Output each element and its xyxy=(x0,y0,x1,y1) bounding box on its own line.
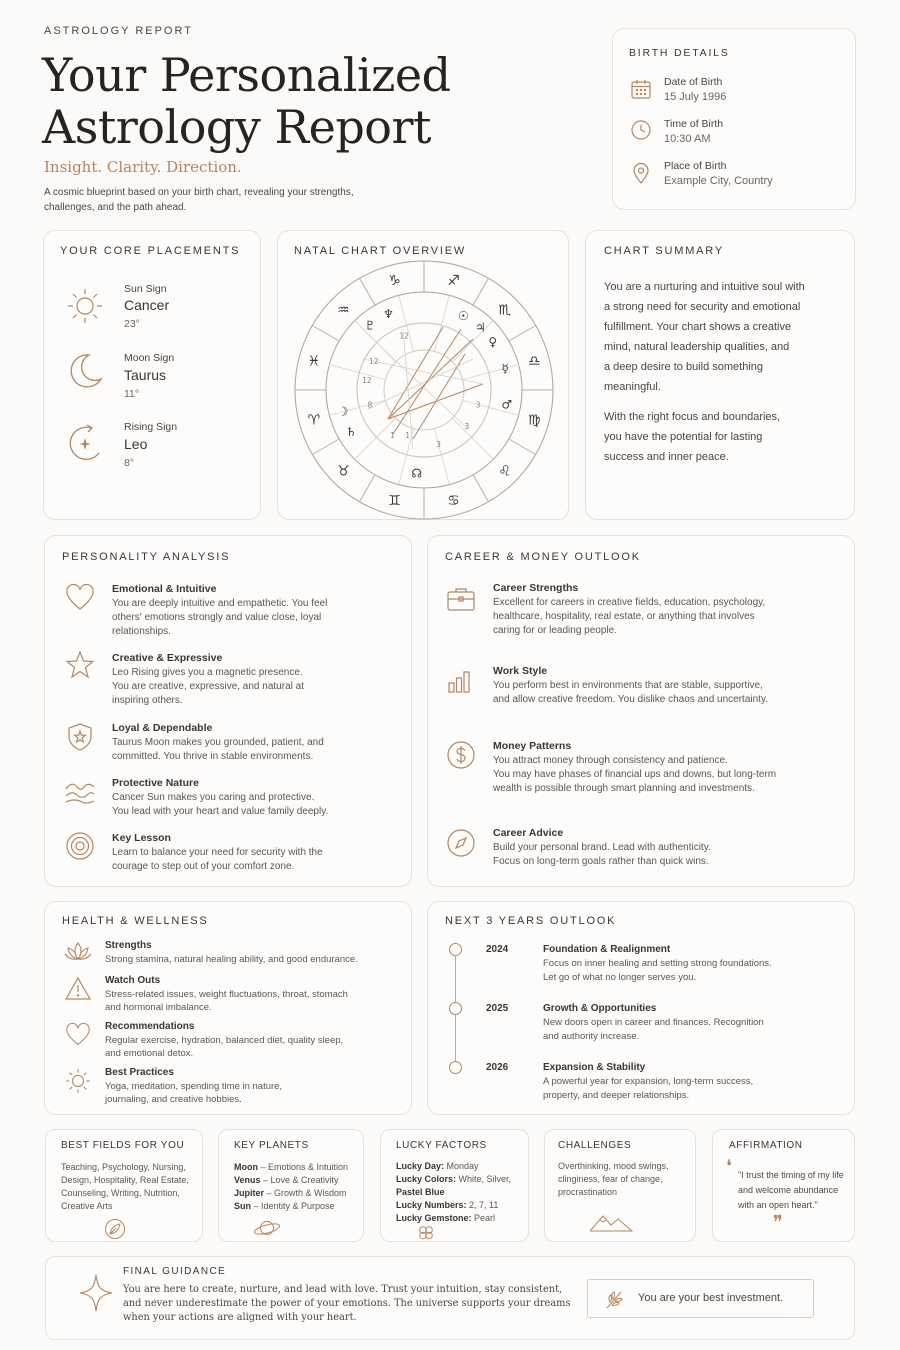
health-card xyxy=(44,901,412,1115)
personality-item-line: committed. You thrive in stable environments. xyxy=(112,751,314,762)
birth-date-label: Date of Birth xyxy=(664,76,723,88)
outlook-item-line: and authority increase. xyxy=(543,1031,640,1042)
page-title-line2: Astrology Report xyxy=(42,100,431,154)
lucky-label: Lucky Numbers: xyxy=(396,1200,467,1210)
sun-sign-degree: 23° xyxy=(124,318,140,330)
challenges-line: procrastination xyxy=(558,1187,618,1197)
heart-icon xyxy=(64,1023,92,1047)
core-placements-card xyxy=(43,230,261,520)
house-divider xyxy=(452,321,493,362)
planet-icon xyxy=(253,1217,281,1239)
final-guidance-text xyxy=(123,1283,570,1325)
personality-item xyxy=(112,722,402,764)
challenges-line: clinginess, fear of change, xyxy=(558,1174,663,1184)
outlook-item-title: Expansion & Stability xyxy=(543,1062,646,1073)
career-item-line: You perform best in environments that are stable, supportive, xyxy=(493,680,763,691)
planet-glyph: ♀ xyxy=(488,334,498,349)
final-guidance-title: FINAL GUIDANCE xyxy=(123,1266,227,1277)
chart-summary-title: CHART SUMMARY xyxy=(604,245,724,257)
summary-line: fulfillment. Your chart shows a creative xyxy=(604,321,792,333)
key-planet-row xyxy=(234,1161,348,1174)
personality-item-title: Protective Nature xyxy=(112,777,199,789)
natal-chart-title: NATAL CHART OVERVIEW xyxy=(294,245,467,257)
health-item-line: Strong stamina, natural healing ability, and good endurance. xyxy=(105,954,358,965)
zodiac-divider xyxy=(509,326,536,342)
planet-name: Venus xyxy=(234,1175,261,1185)
zodiac-glyph: ♐ xyxy=(447,272,460,289)
birth-time-label: Time of Birth xyxy=(664,118,724,130)
zodiac-divider xyxy=(360,475,376,502)
zodiac-divider xyxy=(312,326,339,342)
briefcase-icon xyxy=(446,586,476,612)
personality-item-line: Taurus Moon makes you grounded, patient, and xyxy=(112,737,324,748)
target-icon xyxy=(65,831,95,861)
personality-item xyxy=(112,583,402,639)
best-fields-line: Counseling, Writing, Nutrition, xyxy=(61,1188,180,1198)
birth-details-title: BIRTH DETAILS xyxy=(629,47,730,59)
rising-icon xyxy=(65,423,105,463)
lucky-label: Lucky Day: xyxy=(396,1161,445,1171)
zodiac-glyph: ♈ xyxy=(307,412,321,429)
affirmation-line: and welcome abundance xyxy=(738,1185,839,1195)
calendar-icon xyxy=(630,78,652,100)
health-item-line: Regular exercise, hydration, balanced diet, quality sleep, xyxy=(105,1035,344,1046)
moon-sign-label: Moon Sign xyxy=(124,352,175,364)
rising-sign-label: Rising Sign xyxy=(124,421,178,433)
house-divider xyxy=(434,429,449,485)
personality-item-line: You are creative, expressive, and natural at xyxy=(112,681,304,692)
planet-desc: – Love & Creativity xyxy=(260,1175,339,1185)
health-item-title: Strengths xyxy=(105,940,152,951)
planet-name: Jupiter xyxy=(234,1188,265,1198)
zodiac-divider xyxy=(360,278,376,305)
outlook-card xyxy=(427,901,855,1115)
lotus-icon xyxy=(64,940,92,962)
planet-glyph: ♄ xyxy=(345,425,357,439)
dollar-icon xyxy=(446,740,476,770)
clock-icon xyxy=(630,119,652,141)
personality-item xyxy=(112,777,402,819)
bar-chart-icon xyxy=(447,668,475,694)
health-item xyxy=(105,940,405,966)
personality-item-line: Leo Rising gives you a magnetic presence. xyxy=(112,667,303,678)
outlook-item-line: A powerful year for expansion, long-term success, xyxy=(543,1076,754,1087)
final-guidance-line: You are here to create, nurture, and lead with love. Trust your intuition, stay consistent, xyxy=(123,1284,563,1295)
house-divider xyxy=(463,365,519,380)
planet-name: Moon xyxy=(234,1162,258,1172)
career-item xyxy=(493,665,843,707)
key-planets-list xyxy=(234,1161,348,1213)
birth-place-label: Place of Birth xyxy=(664,160,727,172)
lucky-value: White, Silver, xyxy=(456,1174,512,1184)
house-divider xyxy=(434,295,449,351)
challenges-title: CHALLENGES xyxy=(558,1140,632,1151)
challenges-list xyxy=(558,1160,669,1199)
planet-glyph: ☽ xyxy=(337,404,349,419)
zodiac-glyph: ♑ xyxy=(388,272,401,289)
health-item-line: and hormonal imbalance. xyxy=(105,1002,212,1013)
description-line1: A cosmic blueprint based on your birth chart, revealing your strengths, xyxy=(44,187,354,198)
sun-icon xyxy=(65,286,105,326)
key-planets-card xyxy=(218,1129,364,1242)
outlook-item-line: Focus on inner healing and setting strong foundations. xyxy=(543,958,772,969)
planet-glyph: ☊ xyxy=(411,466,423,481)
birth-place-value: Example City, Country xyxy=(664,175,773,187)
best-fields-card xyxy=(45,1129,203,1242)
natal-chart-wheel xyxy=(293,259,555,521)
personality-item-line: Learn to balance your need for security with the xyxy=(112,847,323,858)
personality-item-line: others' emotions strongly and value close, loyal xyxy=(112,612,322,623)
outlook-item-line: property, and deeper relationships. xyxy=(543,1090,690,1101)
key-planets-title: KEY PLANETS xyxy=(234,1140,309,1151)
warning-icon xyxy=(64,976,92,1002)
best-fields-title: BEST FIELDS FOR YOU xyxy=(61,1140,185,1151)
chart-summary-card xyxy=(585,230,855,520)
career-item-title: Money Patterns xyxy=(493,740,572,752)
moon-sign-value: Taurus xyxy=(124,367,167,383)
health-item-line: and emotional detox. xyxy=(105,1048,194,1059)
outlook-item-title: Growth & Opportunities xyxy=(543,1003,657,1014)
outlook-item-line: Let go of what no longer serves you. xyxy=(543,972,697,983)
location-pin-icon xyxy=(630,161,652,185)
house-divider xyxy=(329,365,385,380)
natal-chart-card xyxy=(277,230,569,520)
personality-card xyxy=(44,535,412,887)
timeline-dot xyxy=(449,1002,462,1015)
core-placements-title: YOUR CORE PLACEMENTS xyxy=(60,245,241,257)
zodiac-divider xyxy=(473,278,489,305)
affirmation-line: "I trust the timing of my life xyxy=(738,1170,844,1180)
house-number: 1 xyxy=(390,431,395,441)
planet-desc: – Growth & Wisdom xyxy=(264,1188,347,1198)
key-planet-row xyxy=(234,1200,348,1213)
summary-line: success and inner peace. xyxy=(604,451,729,463)
chart-summary-para2 xyxy=(604,407,780,467)
health-item xyxy=(105,1067,405,1106)
lucky-label: Lucky Colors: xyxy=(396,1174,457,1184)
lucky-label: Pastel Blue xyxy=(396,1187,445,1197)
summary-line: you have the potential for lasting xyxy=(604,431,763,443)
zodiac-glyph: ♉ xyxy=(337,463,350,480)
house-divider xyxy=(399,295,414,351)
summary-line: a strong need for security and emotional xyxy=(604,301,801,313)
personality-item-line: You are deeply intuitive and empathetic. You feel xyxy=(112,598,328,609)
summary-line: a deep desire to build something xyxy=(604,361,763,373)
zodiac-glyph: ♒ xyxy=(337,302,350,319)
career-item-line: You attract money through consistency and patience. xyxy=(493,755,728,766)
best-fields-list xyxy=(61,1161,189,1213)
final-guidance-card xyxy=(45,1256,855,1340)
timeline-dot xyxy=(449,1061,462,1074)
outlook-item xyxy=(543,1003,843,1044)
zodiac-glyph: ♓ xyxy=(307,353,321,370)
zodiac-glyph: ♋ xyxy=(447,493,460,510)
personality-item-line: relationships. xyxy=(112,626,171,637)
outlook-year: 2025 xyxy=(486,1003,509,1014)
chart-summary-para1 xyxy=(604,277,805,397)
health-item-title: Best Practices xyxy=(105,1067,174,1078)
clover-icon xyxy=(417,1225,435,1241)
career-title: CAREER & MONEY OUTLOOK xyxy=(445,551,641,563)
personality-item xyxy=(112,652,402,708)
outlook-item xyxy=(543,1062,843,1103)
summary-line: mind, natural leadership qualities, and xyxy=(604,341,790,353)
outlook-title: NEXT 3 YEARS OUTLOOK xyxy=(445,915,617,927)
career-item-line: Build your personal brand. Lead with authenticity. xyxy=(493,842,711,853)
lucky-value: 2, 7, 11 xyxy=(466,1200,499,1210)
health-item-title: Recommendations xyxy=(105,1021,195,1032)
career-item xyxy=(493,740,843,796)
health-item-line: journaling, and creative hobbies. xyxy=(105,1094,242,1105)
key-planet-row xyxy=(234,1174,348,1187)
planet-desc: – Emotions & Intuition xyxy=(258,1162,349,1172)
house-number: 12 xyxy=(368,357,379,366)
summary-line: meaningful. xyxy=(604,381,661,393)
personality-item-title: Key Lesson xyxy=(112,832,171,844)
summary-line: You are a nurturing and intuitive soul with xyxy=(604,281,805,293)
house-number: 12 xyxy=(399,331,409,341)
affirmation-text xyxy=(738,1168,844,1213)
career-item-title: Work Style xyxy=(493,665,548,677)
health-item-title: Watch Outs xyxy=(105,975,161,986)
leaf-badge-icon xyxy=(104,1218,126,1240)
moon-icon xyxy=(65,351,105,391)
planet-glyph: ☿ xyxy=(501,361,509,376)
planet-glyph: ♂ xyxy=(501,397,513,412)
planet-glyph: ♇ xyxy=(364,318,376,333)
final-guidance-line: when your actions are aligned with your heart. xyxy=(123,1312,357,1323)
page-title-line1: Your Personalized xyxy=(42,48,451,102)
personality-item-line: inspiring others. xyxy=(112,695,183,706)
sun-sign-label: Sun Sign xyxy=(124,283,167,295)
eyebrow: ASTROLOGY REPORT xyxy=(44,25,193,37)
planet-glyph: ♃ xyxy=(474,320,486,335)
personality-item-title: Creative & Expressive xyxy=(112,652,223,664)
personality-item-title: Loyal & Dependable xyxy=(112,722,213,734)
wave-icon xyxy=(64,779,96,805)
career-item-line: wealth is possible through smart planning and investments. xyxy=(493,783,755,794)
personality-item-line: Cancer Sun makes you caring and protective. xyxy=(112,792,315,803)
personality-title: PERSONALITY ANALYSIS xyxy=(62,551,231,563)
lucky-row xyxy=(396,1212,511,1225)
zodiac-glyph: ♊ xyxy=(388,493,401,510)
health-item xyxy=(105,1021,405,1060)
zodiac-glyph: ♏ xyxy=(498,302,511,319)
house-divider xyxy=(452,418,493,459)
tagline: Insight. Clarity. Direction. xyxy=(44,158,242,176)
affirmation-line: with an open heart." xyxy=(738,1200,818,1210)
birth-details-card xyxy=(612,28,856,210)
moon-sign-degree: 11° xyxy=(124,388,140,400)
zodiac-divider xyxy=(509,439,536,455)
shield-icon xyxy=(66,722,94,752)
zodiac-glyph: ♌ xyxy=(498,463,511,480)
house-number: 12 xyxy=(362,375,372,385)
house-number: 3 xyxy=(464,421,470,431)
challenges-card xyxy=(544,1129,696,1242)
star-icon xyxy=(65,650,95,680)
zodiac-glyph: ♎ xyxy=(527,353,541,370)
sun-sign-value: Cancer xyxy=(124,297,170,313)
lucky-factors-list xyxy=(396,1160,511,1225)
birth-date-value: 15 July 1996 xyxy=(664,91,727,103)
final-guidance-line: and never underestimate the power of your emotions. The universe supports your dreams xyxy=(123,1298,571,1309)
planet-glyph: ♆ xyxy=(383,306,394,321)
health-item xyxy=(105,975,405,1014)
birth-time-value: 10:30 AM xyxy=(664,133,711,145)
personality-item xyxy=(112,832,402,874)
house-number: 1 xyxy=(405,431,410,441)
career-item-line: healthcare, hospitality, real estate, or anything that involves xyxy=(493,611,755,622)
key-planet-row xyxy=(234,1187,348,1200)
timeline-dot xyxy=(449,943,462,956)
personality-item-line: courage to step out of your comfort zone. xyxy=(112,861,295,872)
career-item-line: and allow creative freedom. You dislike chaos and uncertainty. xyxy=(493,694,768,705)
lucky-value: Monday xyxy=(444,1161,479,1171)
outlook-item-title: Foundation & Realignment xyxy=(543,944,671,955)
outlook-year: 2026 xyxy=(486,1062,509,1073)
lucky-value: Pearl xyxy=(471,1213,496,1223)
open-quote-icon: ❛ xyxy=(726,1156,732,1177)
house-number: 8 xyxy=(367,400,373,410)
career-item xyxy=(493,582,843,638)
rising-sign-value: Leo xyxy=(124,436,148,452)
best-fields-line: Design, Hospitality, Real Estate, xyxy=(61,1175,189,1185)
best-fields-line: Teaching, Psychology, Nursing, xyxy=(61,1162,186,1172)
lucky-factors-card xyxy=(380,1129,529,1242)
summary-line: With the right focus and boundaries, xyxy=(604,411,781,423)
planet-desc: – Identity & Purpose xyxy=(251,1201,335,1211)
personality-item-title: Emotional & Intuitive xyxy=(112,583,217,595)
career-item-line: Excellent for careers in creative fields, education, psychology, xyxy=(493,597,766,608)
career-item-title: Career Strengths xyxy=(493,582,579,594)
zodiac-divider xyxy=(473,475,489,502)
compass-icon xyxy=(446,828,476,858)
affirmation-card xyxy=(712,1129,855,1242)
lucky-row xyxy=(396,1186,511,1199)
planet-glyph: ☉ xyxy=(458,308,469,323)
health-title: HEALTH & WELLNESS xyxy=(62,915,209,927)
investment-badge xyxy=(587,1279,814,1318)
challenges-line: Overthinking, mood swings, xyxy=(558,1161,669,1171)
health-item-line: Yoga, meditation, spending time in nature, xyxy=(105,1081,283,1092)
career-item-title: Career Advice xyxy=(493,827,564,839)
lucky-row xyxy=(396,1160,511,1173)
rising-sign-degree: 8° xyxy=(124,457,135,469)
outlook-item-line: New doors open in career and finances. Recognition xyxy=(543,1017,764,1028)
lucky-row xyxy=(396,1199,511,1212)
career-item-line: You may have phases of financial ups and downs, but long-term xyxy=(493,769,777,780)
investment-badge-text: You are your best investment. xyxy=(638,1292,784,1304)
best-fields-line: Creative Arts xyxy=(61,1201,113,1211)
mountain-icon xyxy=(589,1212,633,1232)
outlook-year: 2024 xyxy=(486,944,509,955)
career-item-line: caring for or leading people. xyxy=(493,625,617,636)
sparkle-icon xyxy=(78,1273,114,1313)
heart-icon xyxy=(65,584,95,612)
outlook-item xyxy=(543,944,843,985)
house-number: 3 xyxy=(436,440,441,450)
career-item xyxy=(493,827,843,869)
close-quote-icon: ❞ xyxy=(773,1212,783,1233)
zodiac-divider xyxy=(312,439,339,455)
zodiac-glyph: ♍ xyxy=(527,412,541,429)
lucky-factors-title: LUCKY FACTORS xyxy=(396,1140,487,1151)
lucky-label: Lucky Gemstone: xyxy=(396,1213,472,1223)
description-line2: challenges, and the path ahead. xyxy=(44,202,187,213)
sun-icon xyxy=(64,1067,92,1095)
career-card xyxy=(427,535,855,887)
personality-item-line: You lead with your heart and value family deeply. xyxy=(112,806,329,817)
planet-name: Sun xyxy=(234,1201,251,1211)
career-item-line: Focus on long-term goals rather than quick wins. xyxy=(493,856,709,867)
lucky-row xyxy=(396,1173,511,1186)
leaf-icon xyxy=(604,1288,626,1310)
affirmation-title: AFFIRMATION xyxy=(729,1140,803,1151)
house-number: 3 xyxy=(475,400,481,410)
health-item-line: Stress-related issues, weight fluctuations, throat, stomach xyxy=(105,989,348,1000)
